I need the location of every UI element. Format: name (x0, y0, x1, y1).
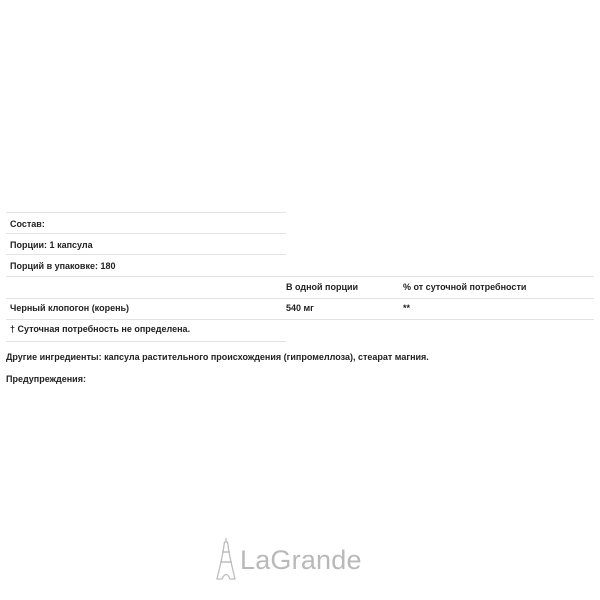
serving-size-row (6, 233, 594, 254)
facts-heading: Состав: (10, 219, 45, 229)
ingredient-name: Черный клопогон (корень) (10, 303, 130, 313)
servings-per-container: Порций в упаковке: 180 (10, 261, 116, 271)
servings-per-container-row (6, 254, 594, 275)
column-header-daily-value: % от суточной потребности (403, 282, 527, 292)
ingredient-daily-value: ** (403, 303, 411, 313)
table-divider (6, 341, 286, 342)
column-header-amount: В одной порции (286, 282, 359, 292)
supplement-facts-table (6, 212, 594, 338)
warnings-heading: Предупреждения: (6, 374, 86, 384)
lagrande-watermark (216, 538, 386, 582)
serving-size: Порции: 1 капсула (10, 240, 93, 250)
other-ingredients: Другие ингредиенты: капсула растительного происхождения (гипромеллоза), стеарат магния. (6, 352, 429, 362)
daily-value-footnote: † Суточная потребность не определена. (10, 324, 191, 334)
ingredient-amount: 540 мг (286, 303, 314, 313)
watermark-text: LaGrande (240, 544, 362, 575)
footnote-row (6, 317, 594, 338)
column-header-row (6, 275, 594, 296)
eiffel-tower-icon (216, 538, 236, 582)
facts-heading-row (6, 212, 594, 233)
ingredient-row (6, 296, 594, 317)
